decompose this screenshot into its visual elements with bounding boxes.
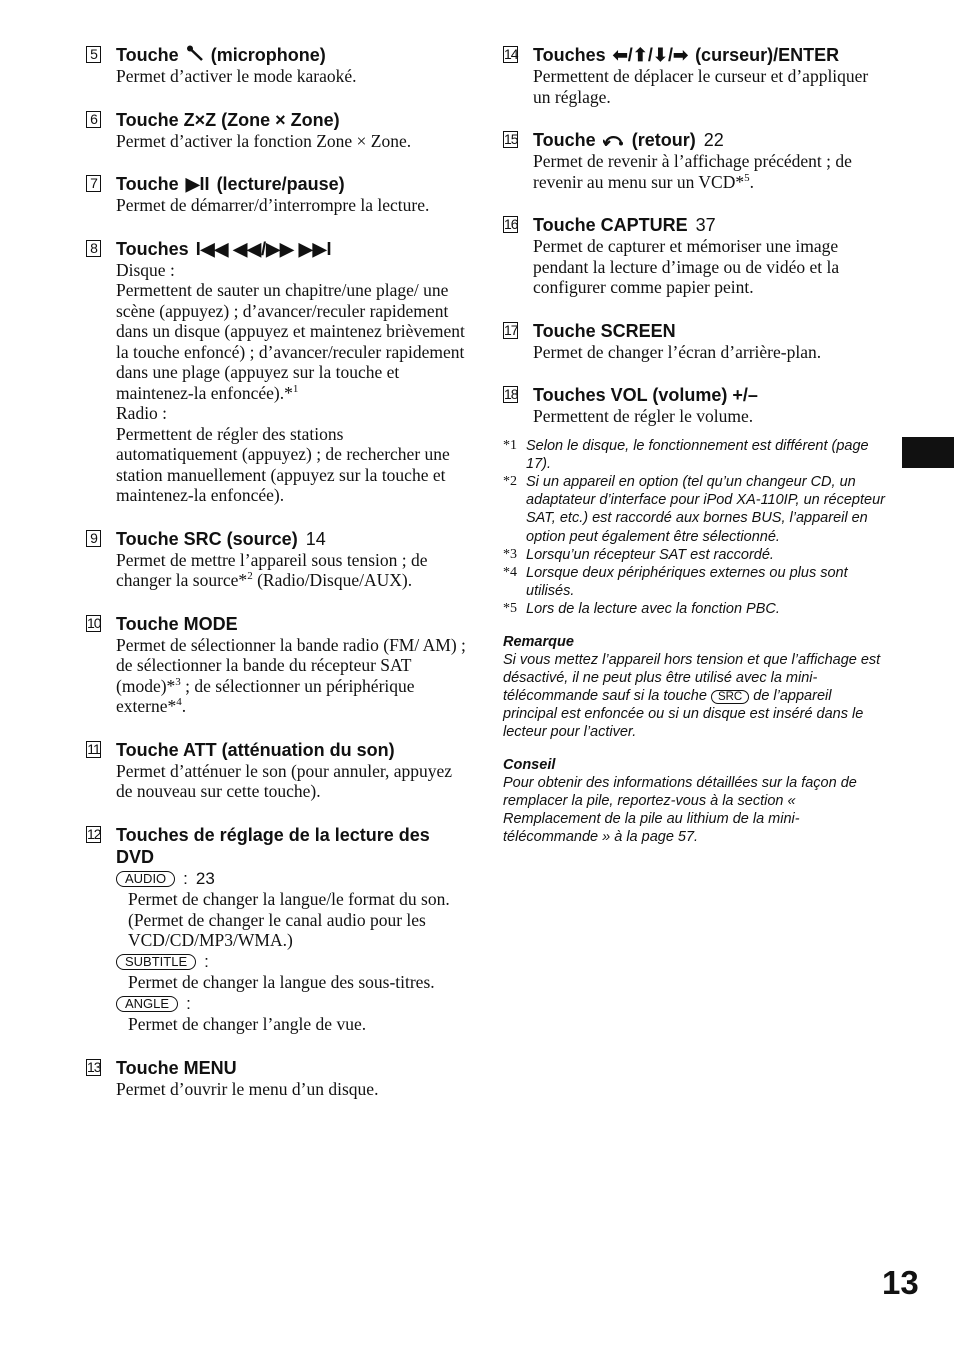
item-title-suffix: (curseur)/ENTER [695,45,840,65]
item-title: Touche MENU [116,1057,237,1078]
footnote: *1 Selon le disque, le fonctionnement est différent (page 17). [503,437,869,472]
item-title: Touches [533,45,606,65]
item-12 [86,824,466,1035]
key-description: (Permet de changer le canal audio pour les VCD/CD/MP3/WMA.) [128,909,426,950]
item-title: Touche Z×Z (Zone × Zone) [116,109,340,130]
item-number: 12 [87,825,101,842]
angle-key: ANGLE [116,996,178,1012]
item-14 [503,44,888,107]
footnote-ref: 3 [175,675,181,688]
item-description: Permet d’ouvrir le menu d’un disque. [116,1078,379,1099]
desc-line: Disque : [116,259,175,280]
item-15 [503,129,888,192]
item-number: 9 [86,530,101,547]
item-10 [86,613,466,717]
footnote-ref: 2 [247,570,253,582]
item-8 [86,238,466,506]
footnote: *2 Si un appareil en option (tel qu’un changeur CD, un adaptateur d’interface pour iPod XA-110IP, un récepteur SAT, etc.) est raccordé aux bornes BUS, l’appareil en option peut également être sélectionné. [503,473,885,545]
subtitle-key: SUBTITLE [116,954,196,970]
desc-line: Permettent de régler des stations automatiquement (appuyez) ; de rechercher une station manuellement (appuyez sur la touche et maintenez-la enfoncée). [116,423,450,505]
item-title: Touches de réglage de la lecture des DVD [116,824,430,867]
item-18 [503,384,888,427]
item-title: Touches VOL (volume) +/– [533,385,758,405]
item-13 [86,1057,466,1100]
footnotes [503,437,888,619]
page-ref: 22 [703,130,724,150]
item-description: Permet d’activer la fonction Zone × Zone. [116,130,412,151]
item-title: Touches [116,238,189,259]
item-title: Touche CAPTURE [533,215,688,235]
footnote: *4 Lorsque deux périphériques externes ou plus sont utilisés. [503,564,848,600]
item-6 [86,109,466,152]
item-17 [503,320,888,363]
desc-line: Radio : [116,403,168,423]
page-number: 13 [882,1264,919,1301]
key-line-angle: ANGLE : [116,994,466,1015]
audio-key: AUDIO [116,871,175,887]
item-description: Permet de mettre l’appareil sous tension ; de changer la source*$^2$ (Radio/Disque/AUX). [116,549,428,590]
item-number: 18 [504,386,518,402]
key-description: Permet de changer l’angle de vue. [128,1014,367,1034]
item-9 [86,528,466,591]
item-number: 7 [86,175,101,192]
item-title: Touche SRC (source) [116,528,298,549]
item-number: 17 [504,321,518,338]
footnote-ref: 4 [176,696,182,708]
key-description: Permet de changer la langue des sous-titres. [128,972,435,992]
item-number: 14 [504,46,518,62]
item-title: Touche [533,130,596,150]
item-title-suffix: (microphone) [210,45,326,65]
item-title: Touche MODE [116,613,238,634]
page-ref: 14 [305,528,326,549]
return-icon [603,130,630,150]
item-number: 16 [504,216,518,232]
item-description [116,260,466,506]
page-ref: 37 [695,215,716,235]
item-title: Touche [116,45,179,65]
microphone-icon [186,45,209,65]
item-title-suffix: (retour) [631,130,696,150]
footnote: *5 Lors de la lecture avec la fonction PBC. [503,601,780,618]
footnote-ref: 1 [292,382,299,395]
remarque-title: Remarque [503,633,574,650]
item-number: 11 [87,740,100,757]
conseil-title: Conseil [503,756,556,773]
item-description: Permet d’atténuer le son (pour annuler, appuyez de nouveau sur cette touche). [116,760,453,801]
item-number: 5 [86,46,101,63]
item-description: Permettent de déplacer le curseur et d’appliquer un réglage. [533,66,869,107]
item-11 [86,739,466,802]
left-column [86,44,466,1121]
item-title-suffix: (lecture/pause) [216,174,345,194]
key-description: Permet de changer la langue/le format du son. [128,889,450,909]
desc-line: Permettent de sauter un chapitre/une plage/ une scène (appuyez) ; d’avancer/reculer rapidement dans un disque (appuyez et maintenez brièvement la touche enfoncé) ; d’avancer/reculer rapidement dans une plage (appuyez sur la touche et maintenez-la enfoncée).*$^1$ [116,280,465,403]
page-ref: 23 [195,868,215,888]
item-5 [86,44,466,87]
item-number: 13 [87,1058,101,1075]
item-number: 10 [87,614,101,631]
skip-seek-icon: I◀◀ ◀◀/▶▶ ▶▶I [195,238,332,259]
right-column [503,44,888,846]
remarque-text: Si vous mettez l’appareil hors tension et que l’affichage est désactivé, il ne peut plus être utilisé avec la mini-télécommande sauf si la touche SRC de l’appareil principal est enfoncée ou si un disque est inséré dans le lecteur pour l’activer. [503,651,881,741]
item-description: Permet de capturer et mémoriser une image pendant la lecture d’image ou de vidéo et la configurer comme papier peint. [533,236,840,297]
item-description: Permet de sélectionner la bande radio (FM/ AM) ; de sélectionner la bande du récepteur SAT (mode)*$^3$ ; de sélectionner un périphérique externe*$^4$. [116,634,466,716]
play-pause-icon: ▶II [185,174,210,194]
dvd-keys-list [116,869,466,1035]
item-description: Permet d’activer le mode karaoké. [116,66,357,86]
conseil-text: Pour obtenir des informations détaillées sur la façon de remplacer la pile, reportez-vous à la section « Remplacement de la pile au lithium de la mini-télécommande » à la page 57. [503,774,857,846]
item-16 [503,214,888,298]
item-title: Touche SCREEN [533,320,676,341]
item-number: 15 [504,131,518,147]
item-number: 8 [86,240,101,257]
src-key: SRC [711,690,749,704]
item-description: Permet de revenir à l’affichage précédent ; de revenir au menu sur un VCD*$^5$. [533,151,852,192]
cursor-arrows-icon: ⬅/⬆/⬇/➡ [612,45,689,65]
item-7 [86,173,466,216]
section-tab [902,437,954,468]
key-line-subtitle: SUBTITLE : [116,952,466,973]
footnote: *3 Lorsqu’un récepteur SAT est raccordé. [503,546,774,563]
item-description: Permettent de régler le volume. [533,406,754,426]
item-title: Touche ATT (atténuation du son) [116,739,395,760]
item-title: Touche [116,174,179,194]
item-description: Permet de changer l’écran d’arrière-plan. [533,341,822,362]
item-description: Permet de démarrer/d’interrompre la lecture. [116,195,430,215]
key-line-audio: AUDIO : 23 [116,869,466,890]
footnote-ref: 5 [744,171,750,184]
item-number: 6 [86,111,101,128]
